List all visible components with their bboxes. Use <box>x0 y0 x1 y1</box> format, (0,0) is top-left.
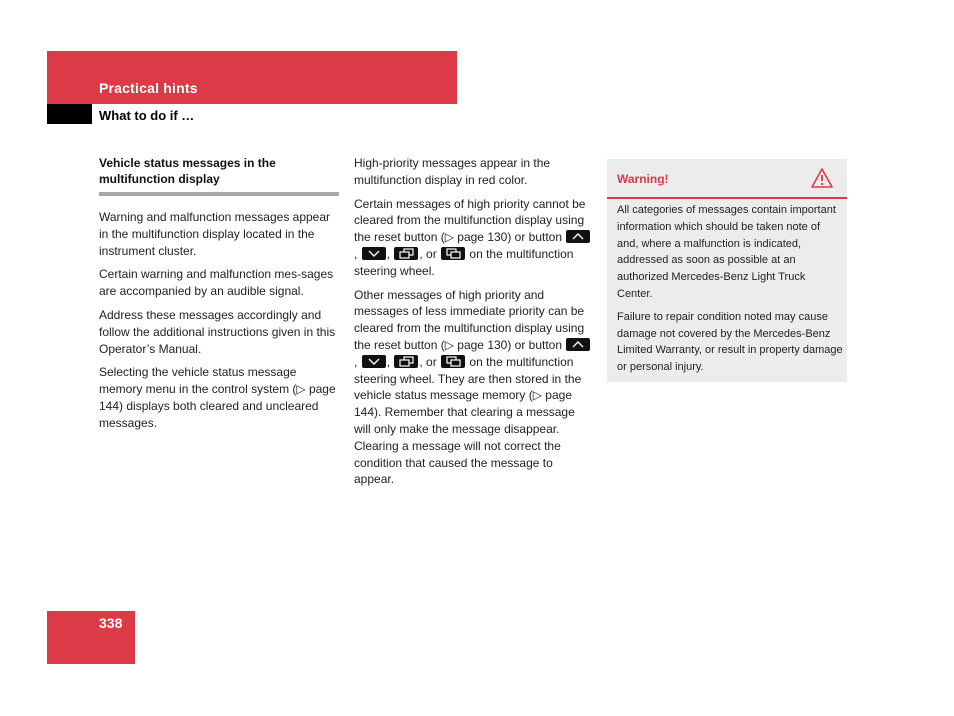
left-column <box>99 155 339 439</box>
page-forward-button-icon <box>441 247 465 260</box>
text: on the multifunction steering wheel. <box>354 246 574 278</box>
section-heading: Vehicle status messages in the multifunction display <box>99 155 339 196</box>
separator: , or <box>419 246 437 261</box>
page-back-button-icon <box>394 355 418 368</box>
warning-box <box>607 159 847 382</box>
subsection-title: What to do if … <box>99 108 195 123</box>
warning-title: Warning! <box>617 172 669 186</box>
arrow-down-button-icon <box>362 355 386 368</box>
arrow-up-button-icon <box>566 230 590 243</box>
page-forward-button-icon <box>441 355 465 368</box>
warning-paragraph: Failure to repair condition noted may cause damage not covered by the Mercedes-Benz Limited Warranty, or result in property damage or personal injury. <box>617 310 843 374</box>
paragraph: High-priority messages appear in the multifunction display in red color. <box>354 156 551 187</box>
header-red-bar <box>47 51 457 104</box>
arrow-up-button-icon <box>566 338 590 351</box>
separator: , <box>354 354 358 369</box>
text: Other messages of high priority and messages of less immediate priority can be cleared from the multifunction display using the reset button (▷ page 130) or button <box>354 287 585 352</box>
separator: , or <box>419 354 437 369</box>
text: Certain messages of high priority cannot be cleared from the multifunction display using the reset button (▷ page 130) or button <box>354 196 586 245</box>
section-title: Practical hints <box>99 80 198 96</box>
page-back-button-icon <box>394 247 418 260</box>
paragraph-with-buttons <box>354 287 594 489</box>
warning-body <box>617 202 843 382</box>
separator: , <box>354 246 358 261</box>
separator: , <box>386 246 391 261</box>
paragraph-with-buttons <box>354 196 594 280</box>
paragraph: Selecting the vehicle status message memory menu in the control system (▷ page 144) displays both cleared and uncleared messages. <box>99 365 336 430</box>
arrow-down-button-icon <box>362 247 386 260</box>
paragraph: Warning and malfunction messages appear in the multifunction display located in the instrument cluster. <box>99 210 331 258</box>
warning-paragraph: All categories of messages contain important information which should be taken note of and, where a malfunction is indicated, addressed as soon as possible at an authorized Mercedes-Benz Light Truck Center. <box>617 204 836 300</box>
header-black-tab <box>47 104 92 124</box>
paragraph: Address these messages accordingly and follow the additional instructions given in this Operator’s Manual. <box>99 307 336 356</box>
paragraph: Certain warning and malfunction mes-sages are accompanied by an audible signal. <box>99 267 334 299</box>
text: on the multifunction steering wheel. They are then stored in the vehicle status message memory (▷ page 144). Remember that clearing a message will only make the message disappear. Clearing a message will not correct the condition that caused the message to appear. <box>354 354 582 487</box>
middle-column <box>354 155 594 495</box>
warning-triangle-icon <box>810 167 834 194</box>
warning-divider <box>607 197 847 199</box>
separator: , <box>386 354 391 369</box>
page-number: 338 <box>99 615 123 631</box>
